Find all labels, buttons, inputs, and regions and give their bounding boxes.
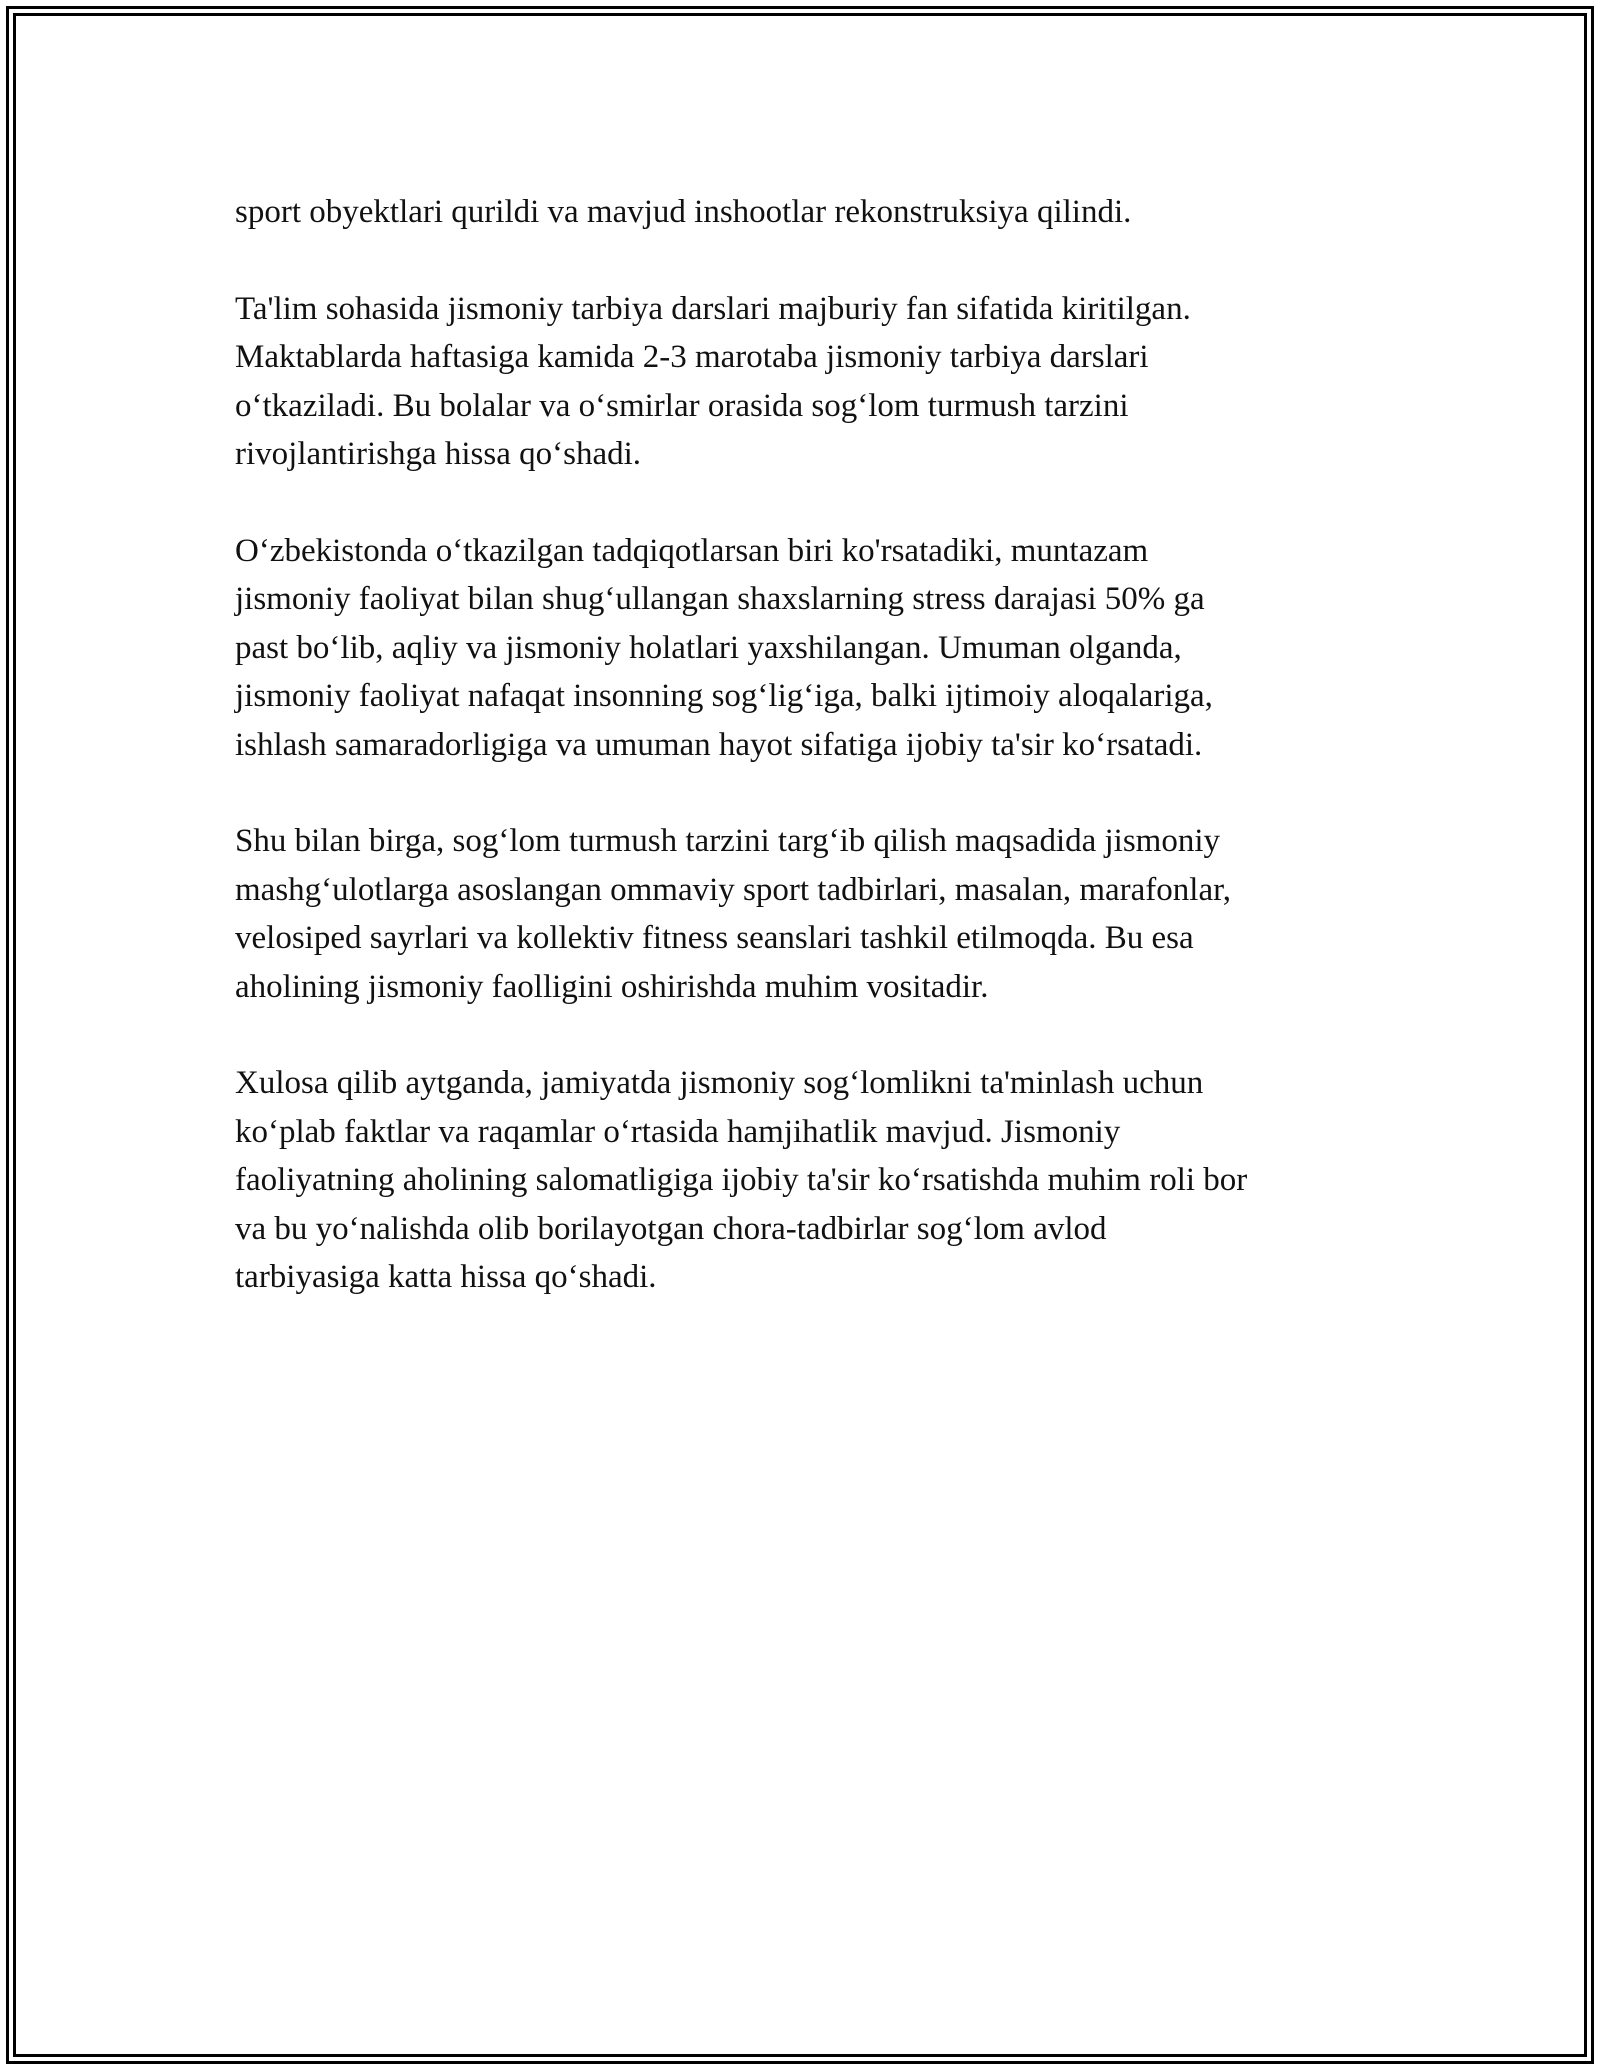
- text-line: Oʻzbekistonda oʻtkazilgan tadqiqotlarsan biri ko'rsatadiki, muntazam: [235, 532, 1149, 569]
- text-line: ishlash samaradorligiga va umuman hayot sifatiga ijobiy ta'sir koʻrsatadi.: [235, 726, 1203, 763]
- text-line: velosiped sayrlari va kollektiv fitness seanslari tashkil etilmoqda. Bu esa: [235, 920, 1194, 956]
- text-line: va bu yoʻnalishda olib borilayotgan chora-tadbirlar sogʻlom avlod: [235, 1210, 1107, 1247]
- text-line: oʻtkaziladi. Bu bolalar va oʻsmirlar orasida sogʻlom turmush tarzini: [235, 387, 1129, 424]
- paragraph-3: [235, 527, 1365, 770]
- text-line: jismoniy faoliyat bilan shugʻullangan shaxslarning stress darajasi 50% ga: [235, 581, 1205, 617]
- text-line: Shu bilan birga, sogʻlom turmush tarzini targʻib qilish maqsadida jismoniy: [235, 823, 1221, 859]
- paragraph-4: [235, 817, 1365, 1011]
- document-page: [235, 188, 1365, 1350]
- text-line: mashgʻulotlarga asoslangan ommaviy sport tadbirlari, masalan, marafonlar,: [235, 871, 1232, 908]
- paragraph-1: [235, 188, 1365, 237]
- text-line: past boʻlib, aqliy va jismoniy holatlari yaxshilangan. Umuman olganda,: [235, 629, 1182, 666]
- paragraph-2: [235, 285, 1365, 479]
- text-line: jismoniy faoliyat nafaqat insonning sogʻligʻiga, balki ijtimoiy aloqalariga,: [235, 678, 1213, 714]
- text-line: Maktablarda haftasiga kamida 2-3 marotaba jismoniy tarbiya darslari: [235, 339, 1149, 375]
- text-line: sport obyektlari qurildi va mavjud inshootlar rekonstruksiya qilindi.: [235, 194, 1132, 230]
- paragraph-5: [235, 1059, 1365, 1302]
- text-line: Ta'lim sohasida jismoniy tarbiya darslari majburiy fan sifatida kiritilgan.: [235, 290, 1191, 327]
- text-line: rivojlantirishga hissa qoʻshadi.: [235, 436, 642, 472]
- text-line: faoliyatning aholining salomatligiga ijobiy ta'sir koʻrsatishda muhim roli bor: [235, 1162, 1248, 1198]
- text-line: koʻplab faktlar va raqamlar oʻrtasida hamjihatlik mavjud. Jismoniy: [235, 1113, 1121, 1150]
- text-line: tarbiyasiga katta hissa qoʻshadi.: [235, 1259, 657, 1295]
- text-line: aholining jismoniy faolligini oshirishda muhim vositadir.: [235, 968, 989, 1005]
- text-line: Xulosa qilib aytganda, jamiyatda jismoniy sogʻlomlikni ta'minlash uchun: [235, 1065, 1204, 1101]
